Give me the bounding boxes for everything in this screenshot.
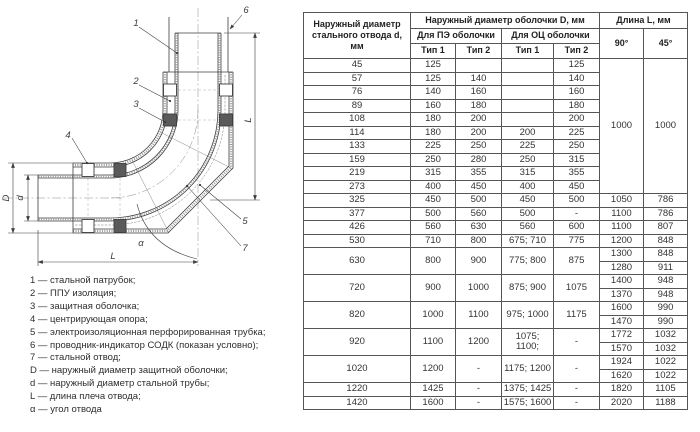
- table-row: [304, 207, 688, 221]
- table-cell: 125: [411, 59, 456, 73]
- header-length-group: Длина L, мм: [600, 13, 688, 29]
- table-cell: 1420: [304, 396, 411, 410]
- table-cell: 89: [304, 99, 411, 113]
- table-row: [304, 248, 688, 262]
- table-cell: 1600: [600, 302, 644, 316]
- table-cell: 1175; 1200: [502, 356, 554, 383]
- legend-item: 2 — ППУ изоляция;: [30, 287, 117, 299]
- dim-L-vertical-label: L: [243, 117, 254, 123]
- table-cell: 786: [644, 207, 688, 221]
- callout-2-label: 2: [133, 76, 139, 87]
- table-cell: 450: [502, 194, 554, 208]
- table-cell: 355: [554, 167, 600, 181]
- table-cell: 800: [411, 248, 456, 275]
- table-cell: 807: [644, 221, 688, 235]
- table-row: [304, 396, 688, 410]
- legend-item: L — длина плеча отвода;: [30, 391, 141, 403]
- table-cell: 140: [456, 72, 502, 86]
- table-cell: 200: [502, 126, 554, 140]
- table-row: [304, 275, 688, 289]
- table-cell: 140: [554, 72, 600, 86]
- table-cell: 560: [456, 207, 502, 221]
- table-cell: 1400: [600, 275, 644, 289]
- table-header: [304, 13, 688, 59]
- table-cell: 280: [456, 153, 502, 167]
- header-steel-diameter: Наружный диаметр стального отвода d, мм: [304, 13, 411, 59]
- table-row: [304, 302, 688, 316]
- table-cell: 225: [502, 140, 554, 154]
- dimensions-table: [303, 12, 688, 410]
- miter-joint-lines: [132, 132, 233, 233]
- dim-L-horizontal-label: L: [110, 251, 116, 262]
- header-pe-casing: Для ПЭ оболочки: [411, 29, 502, 44]
- table-cell: 800: [456, 234, 502, 248]
- table-cell: 710: [411, 234, 456, 248]
- legend-item: 4 — центрирующая опора;: [30, 313, 148, 325]
- header-oc-type1: Тип 1: [502, 44, 554, 59]
- table-cell: 990: [644, 302, 688, 316]
- table-cell: -: [554, 356, 600, 383]
- table-cell: 1022: [644, 369, 688, 383]
- table-cell: 1470: [600, 315, 644, 329]
- table-cell: 1032: [644, 329, 688, 343]
- legend-item: d — наружный диаметр стальной трубы;: [30, 378, 210, 390]
- table-cell: 108: [304, 113, 411, 127]
- table-cell: 1200: [600, 234, 644, 248]
- table-cell: 500: [411, 207, 456, 221]
- table-row: [304, 59, 688, 73]
- table-cell: 875: [554, 248, 600, 275]
- table-cell: 315: [411, 167, 456, 181]
- table-cell: 1000: [644, 59, 688, 194]
- table-cell: 1772: [600, 329, 644, 343]
- table-cell: [502, 59, 554, 73]
- table-cell: [456, 59, 502, 73]
- pipe-outlines: [38, 17, 233, 233]
- table-cell: 315: [502, 167, 554, 181]
- table-cell: 1000: [411, 302, 456, 329]
- table-cell: 775; 800: [502, 248, 554, 275]
- table-cell: 1000: [456, 275, 502, 302]
- table-cell: 1370: [600, 288, 644, 302]
- callout-3-label: 3: [133, 99, 139, 110]
- table-cell: 500: [554, 194, 600, 208]
- table-cell: 1575; 1600: [502, 396, 554, 410]
- table-cell: [502, 99, 554, 113]
- legend-item: 3 — защитная оболочка;: [30, 300, 140, 312]
- table-cell: 114: [304, 126, 411, 140]
- table-cell: 450: [411, 194, 456, 208]
- table-cell: 219: [304, 167, 411, 181]
- table-cell: 920: [304, 329, 411, 356]
- table-cell: 911: [644, 261, 688, 275]
- table-cell: 1075: [554, 275, 600, 302]
- table-cell: -: [554, 207, 600, 221]
- table-cell: 76: [304, 86, 411, 100]
- table-row: [304, 356, 688, 370]
- table-cell: 875; 900: [502, 275, 554, 302]
- table-cell: 1570: [600, 342, 644, 356]
- legend: [30, 275, 302, 417]
- table-cell: 1100: [600, 221, 644, 235]
- table-cell: 250: [456, 140, 502, 154]
- table-cell: 1200: [411, 356, 456, 383]
- table-cell: 848: [644, 248, 688, 262]
- table-cell: 675; 710: [502, 234, 554, 248]
- table-cell: 140: [411, 86, 456, 100]
- table-cell: 1280: [600, 261, 644, 275]
- callout-5-label: 5: [242, 216, 248, 227]
- table-cell: 315: [554, 153, 600, 167]
- table-cell: 1105: [644, 383, 688, 397]
- header-45deg: 45°: [644, 29, 688, 59]
- callout-4-label: 4: [65, 130, 71, 141]
- table-cell: 1375; 1425: [502, 383, 554, 397]
- header-90deg: 90°: [600, 29, 644, 59]
- table-cell: 775: [554, 234, 600, 248]
- table-cell: 180: [456, 99, 502, 113]
- legend-item: 5 — электроизоляционная перфорированная трубка;: [30, 326, 266, 338]
- table-cell: 355: [456, 167, 502, 181]
- table-cell: 2020: [600, 396, 644, 410]
- table-cell: 600: [554, 221, 600, 235]
- table-cell: 160: [554, 86, 600, 100]
- table-cell: 450: [554, 180, 600, 194]
- table-cell: -: [554, 383, 600, 397]
- table-cell: 975; 1000: [502, 302, 554, 329]
- table-cell: 160: [411, 99, 456, 113]
- table-cell: 200: [456, 126, 502, 140]
- table-cell: 1620: [600, 369, 644, 383]
- table-cell: 560: [411, 221, 456, 235]
- table-cell: 400: [411, 180, 456, 194]
- table-cell: 1032: [644, 342, 688, 356]
- table-cell: 250: [554, 140, 600, 154]
- table-cell: [502, 113, 554, 127]
- header-oc-casing: Для ОЦ оболочки: [502, 29, 600, 44]
- callout-7-label: 7: [242, 243, 248, 254]
- table-cell: 900: [411, 275, 456, 302]
- table-row: [304, 234, 688, 248]
- table-cell: 500: [456, 194, 502, 208]
- table-cell: 720: [304, 275, 411, 302]
- table-cell: 560: [502, 221, 554, 235]
- table-cell: 225: [411, 140, 456, 154]
- table-cell: 377: [304, 207, 411, 221]
- table-row: [304, 221, 688, 235]
- header-pe-type1: Тип 1: [411, 44, 456, 59]
- table-cell: 160: [456, 86, 502, 100]
- table-cell: -: [456, 396, 502, 410]
- callout-leaders: [72, 15, 242, 246]
- table-cell: 200: [456, 113, 502, 127]
- table-cell: -: [554, 329, 600, 356]
- table-cell: 630: [456, 221, 502, 235]
- table-cell: 159: [304, 153, 411, 167]
- table-cell: [502, 72, 554, 86]
- table-row: [304, 329, 688, 343]
- table-cell: 1820: [600, 383, 644, 397]
- dim-D-label: D: [1, 194, 12, 202]
- table-cell: 530: [304, 234, 411, 248]
- table-cell: 1220: [304, 383, 411, 397]
- table-cell: 990: [644, 315, 688, 329]
- table-cell: 1050: [600, 194, 644, 208]
- table-cell: 1075; 1100;: [502, 329, 554, 356]
- table-cell: 200: [554, 113, 600, 127]
- legend-item: D — наружный диаметр защитной оболочки;: [30, 365, 228, 377]
- angle-alpha-label: α: [138, 238, 144, 249]
- table-cell: 125: [554, 59, 600, 73]
- header-casing-diameter-group: Наружный диаметр оболочки D, мм: [411, 13, 600, 29]
- header-pe-type2: Тип 2: [456, 44, 502, 59]
- table-cell: 250: [502, 153, 554, 167]
- legend-item: 1 — стальной патрубок;: [30, 275, 136, 286]
- legend-item: 6 — проводник-индикатор СОДК (показан условно);: [30, 339, 259, 351]
- table-cell: 1425: [411, 383, 456, 397]
- table-cell: 133: [304, 140, 411, 154]
- casing-hatch: [73, 72, 231, 231]
- table-cell: 1100: [456, 302, 502, 329]
- table-cell: [502, 86, 554, 100]
- table-cell: -: [554, 396, 600, 410]
- table-cell: -: [456, 383, 502, 397]
- header-oc-type2: Тип 2: [554, 44, 600, 59]
- table-row: [304, 383, 688, 397]
- table-cell: 400: [502, 180, 554, 194]
- table-cell: 500: [502, 207, 554, 221]
- table-cell: 900: [456, 248, 502, 275]
- table-cell: 57: [304, 72, 411, 86]
- table-cell: 250: [411, 153, 456, 167]
- table-cell: 273: [304, 180, 411, 194]
- table-cell: 786: [644, 194, 688, 208]
- table-row: [304, 194, 688, 208]
- table-cell: 820: [304, 302, 411, 329]
- table-cell: 325: [304, 194, 411, 208]
- table-cell: 1175: [554, 302, 600, 329]
- elbow-diagram: [0, 0, 300, 270]
- table-cell: 1100: [411, 329, 456, 356]
- table-cell: 125: [411, 72, 456, 86]
- callout-1-label: 1: [133, 18, 139, 29]
- table-cell: 225: [554, 126, 600, 140]
- table-cell: -: [456, 356, 502, 383]
- table-cell: 1600: [411, 396, 456, 410]
- table-cell: 1200: [456, 329, 502, 356]
- table-cell: 1300: [600, 248, 644, 262]
- table-cell: 1188: [644, 396, 688, 410]
- table-cell: 180: [554, 99, 600, 113]
- dim-d-label: d: [15, 195, 26, 201]
- table-cell: 180: [411, 126, 456, 140]
- table-cell: 450: [456, 180, 502, 194]
- callout-6-label: 6: [243, 5, 249, 16]
- table-cell: 45: [304, 59, 411, 73]
- table-cell: 1100: [600, 207, 644, 221]
- table-cell: 426: [304, 221, 411, 235]
- table-cell: 1000: [600, 59, 644, 194]
- table-cell: 180: [411, 113, 456, 127]
- table-cell: 630: [304, 248, 411, 275]
- table-cell: 1924: [600, 356, 644, 370]
- legend-item: 7 — стальной отвод;: [30, 352, 121, 364]
- table-cell: 848: [644, 234, 688, 248]
- table-cell: 948: [644, 275, 688, 289]
- table-cell: 1020: [304, 356, 411, 383]
- table-cell: 948: [644, 288, 688, 302]
- table-body: [304, 59, 688, 410]
- perforated-tube: [75, 75, 225, 225]
- legend-item: α — угол отвода: [30, 404, 102, 416]
- table-cell: 1022: [644, 356, 688, 370]
